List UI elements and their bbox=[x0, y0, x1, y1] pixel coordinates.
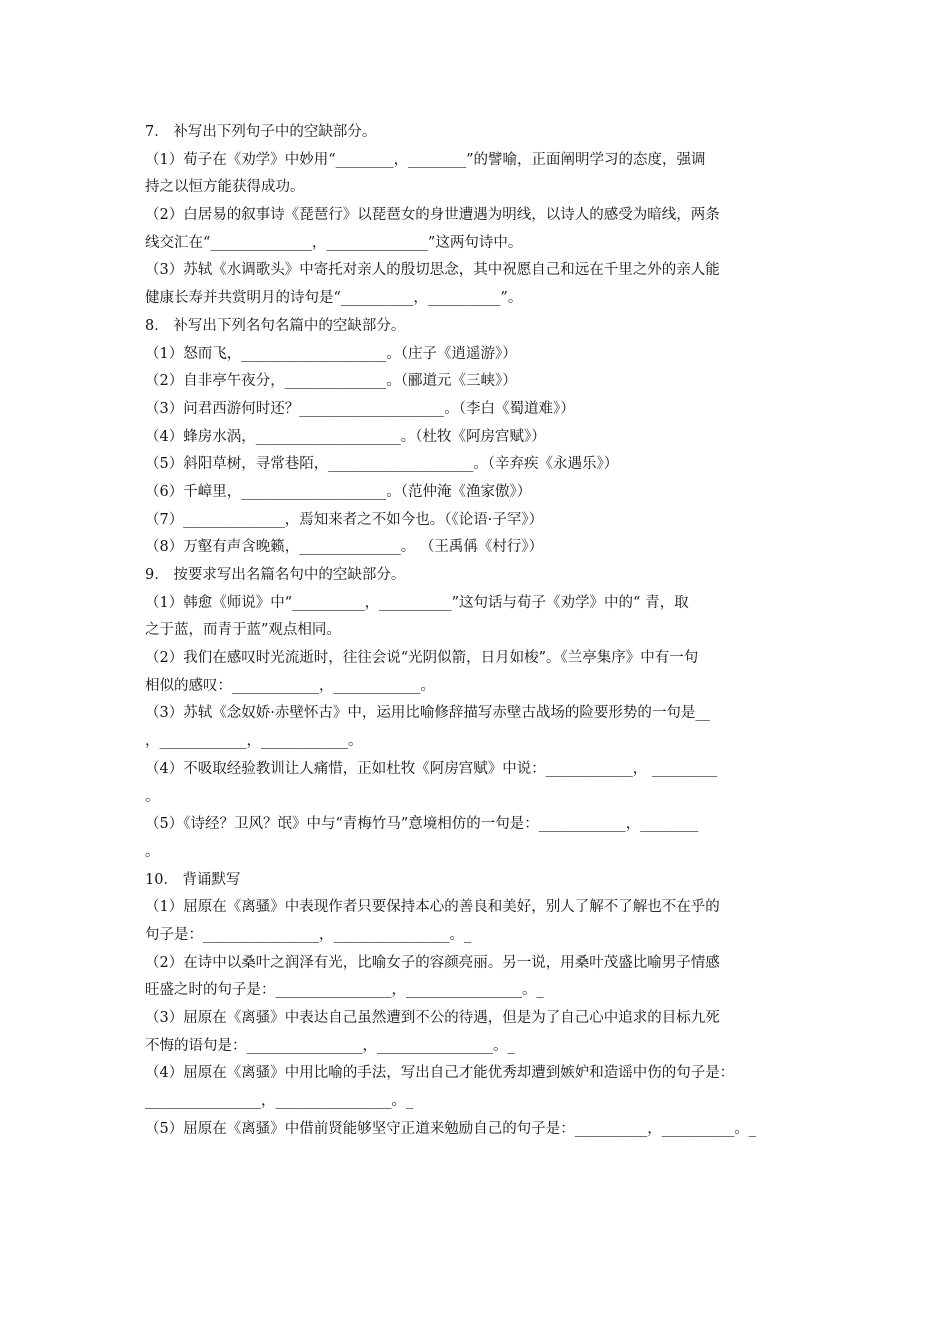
question-7-heading: 7． 补写出下列句子中的空缺部分。 bbox=[145, 124, 377, 140]
question-9-line: （1）韩愈《师说》中“__________，__________”这句话与荀子《劝学》中的“ 青，取 bbox=[145, 594, 689, 611]
question-10-line: （4）屈原在《离骚》中用比喻的手法，写出自己才能优秀却遭到嫉妒和造谣中伤的句子是： bbox=[145, 1065, 735, 1082]
question-9-heading: 9． 按要求写出名篇名句中的空缺部分。 bbox=[145, 567, 406, 583]
question-10-line: （2）在诗中以桑叶之润泽有光，比喻女子的容颜亮丽。另一说，用桑叶茂盛比喻男子情感 bbox=[145, 954, 720, 971]
question-8-line: （2）自非亭午夜分，______________。（郦道元《三峡》） bbox=[145, 373, 517, 390]
question-7-line: （2）白居易的叙事诗《琵琶行》以琵琶女的身世遭遇为明线，以诗人的感受为暗线，两条 bbox=[145, 207, 720, 224]
question-9-line: ，____________，____________。 bbox=[145, 733, 363, 750]
question-10-line: （1）屈原在《离骚》中表现作者只要保持本心的善良和美好，别人了解不了解也不在乎的 bbox=[145, 899, 720, 916]
question-9-line: 。 bbox=[145, 788, 160, 805]
question-10-line: ________________，________________。_ bbox=[145, 1093, 414, 1110]
question-10-line: 句子是：________________，________________。_ bbox=[145, 926, 472, 943]
question-7-line: （3）苏轼《水调歌头》中寄托对亲人的殷切思念，其中祝愿自己和远在千里之外的亲人能 bbox=[145, 262, 720, 279]
question-9-line: （5）《诗经？卫风？氓》中与“青梅竹马”意境相仿的一句是：____________，________ bbox=[145, 816, 699, 833]
question-7-line: （1）荀子在《劝学》中妙用“________，________”的譬喻，正面阐明学习的态度，强调 bbox=[145, 151, 706, 168]
question-9-line: 相似的感叹：____________，____________。 bbox=[145, 677, 435, 694]
question-9-line: （3）苏轼《念奴娇·赤壁怀古》中，运用比喻修辞描写赤壁古战场的险要形势的一句是__ bbox=[145, 705, 710, 722]
question-8-line: （8）万壑有声含晚籁，______________。 （王禹偁《村行》） bbox=[145, 539, 544, 556]
question-9-line: （4）不吸取经验教训让人痛惜，正如杜牧《阿房宫赋》中说：____________， _________ bbox=[145, 760, 718, 777]
question-10-line: （3）屈原在《离骚》中表达自己虽然遭到不公的待遇，但是为了自己心中追求的目标九死 bbox=[145, 1010, 720, 1026]
question-8-line: （7）______________，焉知来者之不如今也。（《论语·子罕》） bbox=[145, 511, 544, 528]
questions-content bbox=[145, 119, 815, 1143]
question-10-line: 旺盛之时的句子是：________________，________________。_ bbox=[145, 982, 544, 999]
question-10-line: 不悔的语句是：________________，________________。_ bbox=[145, 1037, 515, 1054]
question-10-heading: 10． 背诵默写 bbox=[145, 871, 241, 888]
question-7-line: 健康长寿并共赏明月的诗句是“__________，__________”。 bbox=[145, 290, 523, 307]
question-8-heading: 8． 补写出下列名句名篇中的空缺部分。 bbox=[145, 317, 406, 334]
question-8-line: （1）怒而飞，____________________。（庄子《逍遥游》） bbox=[145, 345, 517, 362]
question-8-line: （5）斜阳草树，寻常巷陌，____________________。（辛弃疾《永遇乐》） bbox=[145, 456, 619, 473]
question-9-line: 。 bbox=[145, 843, 160, 860]
question-8-line: （3）问君西游何时还？____________________。（李白《蜀道难》） bbox=[145, 400, 575, 417]
question-8-line: （6）千嶂里，____________________。（范仲淹《渔家傲》） bbox=[145, 483, 532, 500]
question-10-line: （5）屈原在《离骚》中借前贤能够坚守正道来勉励自己的句子是：__________，__________。_ bbox=[145, 1120, 756, 1137]
question-7-line: 线交汇在“______________，______________”这两句诗中。 bbox=[145, 234, 523, 251]
question-8-line: （4）蜂房水涡，____________________。（杜牧《阿房宫赋》） bbox=[145, 428, 546, 445]
question-9-line: （2）我们在感叹时光流逝时，往往会说“光阴似箭，日月如梭”。《兰亭集序》中有一句 bbox=[145, 650, 699, 667]
question-7-line: 持之以恒方能获得成功。 bbox=[145, 179, 305, 196]
question-9-line: 之于蓝，而青于蓝”观点相同。 bbox=[145, 622, 341, 639]
